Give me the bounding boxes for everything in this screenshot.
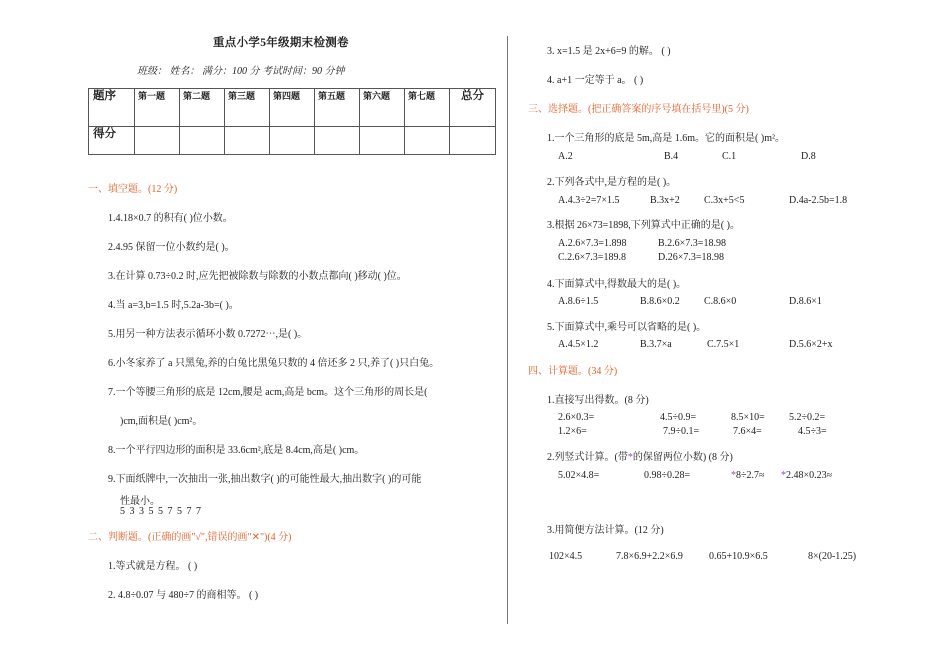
calc-2-title bbox=[547, 448, 733, 463]
score-cell[interactable] bbox=[225, 127, 270, 155]
score-table bbox=[88, 88, 496, 155]
score-table-score-label: 得分 bbox=[89, 127, 135, 155]
score-table-col: 第三题 bbox=[225, 89, 270, 127]
simplify-calc: 0.65+10.9×6.5 bbox=[709, 551, 768, 562]
oral-calc: 7.9÷0.1= bbox=[663, 426, 700, 437]
section4-title: 四、计算题。(34 分) bbox=[528, 366, 618, 377]
choice-3-option: A.2.6×7.3=1.898 bbox=[558, 238, 627, 249]
exam-info: 班级： 姓名： 满分：100 分 考试时间：90 分钟 bbox=[137, 66, 345, 77]
score-table-total-label: 总分 bbox=[450, 89, 496, 127]
score-table-col: 第四题 bbox=[270, 89, 315, 127]
fill-blank-4: 4.当 a=3,b=1.5 时,5.2a-3b=( )。 bbox=[108, 300, 239, 311]
fill-blank-7: 7.一个等腰三角形的底是 12cm,腰是 acm,高是 bcm。这个三角形的周长是( bbox=[108, 387, 428, 398]
vertical-calc: 0.98÷0.28= bbox=[644, 470, 691, 481]
star-mark: * bbox=[627, 452, 633, 463]
choice-1: 1.一个三角形的底是 5m,高是 1.6m。它的面积是( )m²。 bbox=[547, 133, 785, 144]
oral-calc: 4.5÷3= bbox=[798, 426, 827, 437]
vertical-calc: 5.02×4.8= bbox=[558, 470, 600, 481]
score-cell[interactable] bbox=[405, 127, 450, 155]
score-cell[interactable] bbox=[180, 127, 225, 155]
score-cell[interactable] bbox=[360, 127, 405, 155]
choice-2-option: B.3x+2 bbox=[650, 195, 680, 206]
score-table-col: 第一题 bbox=[135, 89, 180, 127]
fill-blank-1: 1.4.18×0.7 的积有( )位小数。 bbox=[108, 213, 233, 224]
card-numbers: 5 3 3 5 5 7 5 7 7 bbox=[120, 506, 202, 517]
fill-blank-5: 5.用另一种方法表示循环小数 0.7272⋯,是( )。 bbox=[108, 329, 308, 340]
choice-2-option: A.4.3÷2=7×1.5 bbox=[558, 195, 620, 206]
page-title: 重点小学5年级期末检测卷 bbox=[213, 37, 349, 49]
choice-4: 4.下面算式中,得数最大的是( )。 bbox=[547, 279, 687, 290]
section1-title: 一、填空题。(12 分) bbox=[88, 184, 178, 195]
vertical-calc-text: 2.48×0.23≈ bbox=[786, 470, 833, 481]
calc-1-title: 1.直接写出得数。(8 分) bbox=[547, 395, 649, 406]
choice-5-option: B.3.7×a bbox=[640, 339, 672, 350]
choice-1-option: C.1 bbox=[722, 151, 737, 162]
vertical-calc bbox=[731, 470, 764, 481]
score-cell[interactable] bbox=[315, 127, 360, 155]
simplify-calc: 102×4.5 bbox=[549, 551, 583, 562]
choice-1-option: A.2 bbox=[558, 151, 573, 162]
judge-1: 1.等式就是方程。 ( ) bbox=[108, 561, 198, 572]
simplify-calc: 8×(20-1.25) bbox=[808, 551, 857, 562]
score-table-col: 第二题 bbox=[180, 89, 225, 127]
score-cell[interactable] bbox=[270, 127, 315, 155]
choice-4-option: C.8.6×0 bbox=[704, 296, 737, 307]
choice-1-option: B.4 bbox=[664, 151, 679, 162]
score-table-header-label: 题序 bbox=[89, 89, 135, 127]
section2-title: 二、判断题。(正确的画"√",错误的画"✕")(4 分) bbox=[88, 532, 292, 543]
choice-3: 3.根据 26×73=1898,下列算式中正确的是( )。 bbox=[547, 220, 740, 231]
calc-2-title-a: 2.列竖式计算。(带 bbox=[547, 452, 628, 463]
choice-3-option: B.2.6×7.3=18.98 bbox=[658, 238, 726, 249]
fill-blank-9-cont: 性最小。 bbox=[120, 496, 160, 507]
choice-1-option: D.8 bbox=[801, 151, 816, 162]
fill-blank-8: 8.一个平行四边形的面积是 33.6cm²,底是 8.4cm,高是( )cm。 bbox=[108, 445, 365, 456]
judge-2: 2. 4.8÷0.07 与 480÷7 的商相等。 ( ) bbox=[108, 590, 259, 601]
oral-calc: 1.2×6= bbox=[558, 426, 587, 437]
simplify-calc: 7.8×6.9+2.2×6.9 bbox=[616, 551, 683, 562]
oral-calc: 2.6×0.3= bbox=[558, 412, 595, 423]
choice-4-option: B.8.6×0.2 bbox=[640, 296, 680, 307]
choice-2-option: C.3x+5<5 bbox=[704, 195, 745, 206]
fill-blank-2: 2.4.95 保留一位小数约是( )。 bbox=[108, 242, 235, 253]
choice-2-option: D.4a-2.5b=1.8 bbox=[789, 195, 848, 206]
choice-5-option: C.7.5×1 bbox=[707, 339, 740, 350]
score-table-col: 第五题 bbox=[315, 89, 360, 127]
fill-blank-6: 6.小冬家养了 a 只黑兔,养的白兔比黑兔只数的 4 倍还多 2 只,养了( )只白兔。 bbox=[108, 358, 440, 369]
vertical-calc-text: 8÷2.7≈ bbox=[736, 470, 765, 481]
score-cell[interactable] bbox=[135, 127, 180, 155]
oral-calc: 8.5×10= bbox=[731, 412, 765, 423]
fill-blank-9: 9.下面纸牌中,一次抽出一张,抽出数字( )的可能性最大,抽出数字( )的可能 bbox=[108, 474, 422, 485]
fill-blank-7-cont: )cm,面积是( )cm²。 bbox=[120, 416, 203, 427]
star-mark: * bbox=[731, 470, 736, 481]
oral-calc: 4.5÷0.9= bbox=[660, 412, 697, 423]
score-table-col: 第六题 bbox=[360, 89, 405, 127]
section3-title: 三、选择题。(把正确答案的序号填在括号里)(5 分) bbox=[528, 104, 749, 115]
oral-calc: 7.6×4= bbox=[733, 426, 762, 437]
oral-calc: 5.2÷0.2= bbox=[789, 412, 826, 423]
choice-5-option: D.5.6×2+x bbox=[789, 339, 833, 350]
choice-4-option: D.8.6×1 bbox=[789, 296, 822, 307]
calc-2-title-b: 的保留两位小数) (8 分) bbox=[632, 452, 733, 463]
choice-2: 2.下列各式中,是方程的是( )。 bbox=[547, 177, 677, 188]
choice-3-option: C.2.6×7.3=189.8 bbox=[558, 252, 626, 263]
choice-3-option: D.26×7.3=18.98 bbox=[658, 252, 725, 263]
fill-blank-3: 3.在计算 0.73÷0.2 时,应先把被除数与除数的小数点都向( )移动( )位。 bbox=[108, 271, 407, 282]
calc-3-title: 3.用简便方法计算。(12 分) bbox=[547, 525, 664, 536]
choice-5-option: A.4.5×1.2 bbox=[558, 339, 599, 350]
choice-4-option: A.8.6÷1.5 bbox=[558, 296, 599, 307]
choice-5: 5.下面算式中,乘号可以省略的是( )。 bbox=[547, 322, 707, 333]
judge-4: 4. a+1 一定等于 a。 ( ) bbox=[547, 75, 644, 86]
column-divider bbox=[507, 36, 508, 624]
star-mark: * bbox=[781, 470, 786, 481]
score-table-col: 第七题 bbox=[405, 89, 450, 127]
vertical-calc bbox=[781, 470, 832, 481]
judge-3: 3. x=1.5 是 2x+6=9 的解。 ( ) bbox=[547, 46, 671, 57]
score-cell[interactable] bbox=[450, 127, 496, 155]
